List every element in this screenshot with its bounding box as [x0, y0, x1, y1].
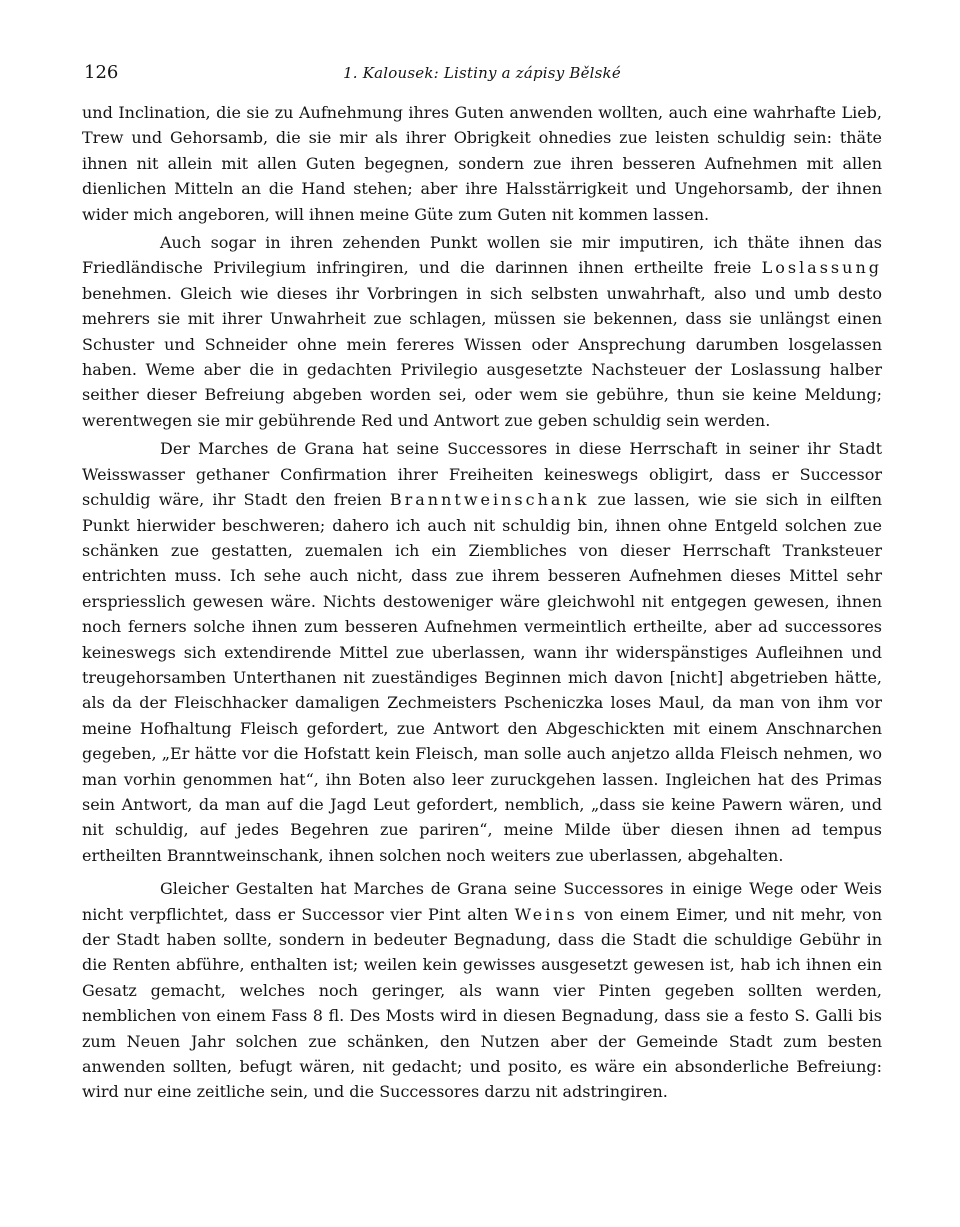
page-number: 126: [84, 62, 119, 83]
paragraph-2-spaced-term: Loslassung: [761, 258, 882, 278]
paragraph-4-text-c: von einem Eimer, und nit mehr, von der Stadt haben sollte, sondern in bedeuter Begnadung, dass die Stadt die schuldige Gebühr in die Renten abführe, enthalten ist; weilen kein gewisses ausgesetzt gewesen ist, hab ich ihnen ein Gesatz gemacht, welches noch geringer, als wann vier Pinten gegeben sollten werden, nemblichen von einem Fass 8 fl. Des Mosts wird in diesen Begnadung, dass sie a festo S. Galli bis zum Neuen Jahr solchen zue schänken, den Nutzen aber der Gemeinde Stadt zum besten anwenden sollten, befugt wären, nit gedacht; und posito, es wäre ein absonderliche Befreiung: wird nur eine zeitliche sein, und die Successores darzu nit adstringiren.: [82, 904, 882, 1102]
paragraph-4-text-a: Gleicher Gestalten hat Marches de Grana seine Successores in einige Wege oder Weis nicht verpflichtet, dass er Successor vier Pint alten: [82, 879, 882, 924]
paragraph-2-text-c: benehmen. Gleich wie dieses ihr Vorbringen in sich selbsten unwahrhaft, also und umb desto mehrers sie mit ihrer Unwahrheit zue schlagen, müssen sie bekennen, dass sie unlängst einen Schuster und Schneider ohne mein fereres Wissen oder Ansprechung darumben losgelassen haben. Weme aber die in gedachten Privilegio ausgesetzte Nachsteuer der Loslassung halber seither dieser Befreiung abgeben worden sei, oder wem sie gebühre, thun sie keine Meldung; werentwegen sie mir gebührende Red und Antwort zue geben schuldig sein werden.: [82, 283, 882, 430]
paragraph-1: und Inclination, die sie zu Aufnehmung ihres Guten anwenden wollten, auch eine wahrhafte Lieb, Trew und Gehorsamb, die sie mir als ihrer Obrigkeit ohnedies zue leisten schuldig sein: thäte ihnen nit allein mit allen Guten begegnen, sondern zue ihren besseren Aufnehmen mit allen dienlichen Mitteln an die Hand stehen; aber ihre Halsstärrigkeit und Ungehorsamb, der ihnen wider mich angeboren, will ihnen meine Güte zum Guten nit kommen lassen.: [82, 103, 882, 224]
paragraph-4: [82, 876, 882, 1105]
document-page: [82, 58, 882, 1105]
paragraph-3-text-a: Der Marches de Grana hat seine Successores in diese Herrschaft in seiner ihr Stadt Weisswasser gethaner Confirmation ihrer Freiheiten keineswegs obligirt, dass er Successor schuldig wäre, ihr Stadt den freien: [82, 439, 882, 510]
paragraph-3-text-c: zue lassen, wie sie sich in eilften Punkt hierwider beschweren; dahero ich auch nit schuldig bin, ihnen ohne Entgeld solchen zue schänken zue gestatten, zuemalen ich ein Ziembliches von dieser Herrschaft Tranksteuer entrichten muss. Ich sehe auch nicht, dass zue ihrem besseren Aufnehmen dieses Mittel sehr erspriesslich gewesen wäre. Nichts destoweniger wäre gleichwohl nit entgegen gewesen, ihnen noch ferners solche ihnen zum besseren Aufnehmen vermeintlich ertheilte, aber ad successores keineswegs sich extendirende Mittel zue uberlassen, wann ihr widerspänstiges Aufleihnen und treugehorsamben Unterthanen nit zueständiges Beginnen mich davon [nicht] abgetrieben hätte, als da der Fleischhacker damaligen Zechmeisters Pscheniczka loses Maul, da man von ihm vor meine Hofhaltung Fleisch gefordert, zue Antwort den Abgeschickten mit einem Anschnarchen gegeben, „Er hätte vor die Hofstatt kein Fleisch, man solle auch anjetzo allda Fleisch nehmen, wo man vorhin genommen hat“, ihn Boten also leer zuruckgehen lassen. Ingleichen hat des Primas sein Antwort, da man auf die Jagd Leut gefordert, nemblich, „dass sie keine Pawern wären, und nit schuldig, auf jedes Begehren zue pariren“, meine Milde über diesen ihnen ad tempus ertheilten Branntweinschank, ihnen solchen noch weiters zue uberlassen, abgehalten.: [82, 490, 882, 865]
paragraph-3-spaced-term: Branntweinschank: [389, 490, 590, 510]
running-title: 1. Kalousek: Listiny a zápisy Bělské: [343, 64, 621, 82]
paragraph-3: [82, 436, 882, 868]
paragraph-2-text-a: Auch sogar in ihren zehenden Punkt wollen sie mir imputiren, ich thäte ihnen das Friedländische Privilegium infringiren, und die darinnen ihnen ertheilte freie: [82, 233, 882, 278]
paragraph-2: [82, 230, 882, 433]
paragraph-4-spaced-term: Weins: [514, 904, 578, 924]
running-header: [82, 58, 882, 88]
